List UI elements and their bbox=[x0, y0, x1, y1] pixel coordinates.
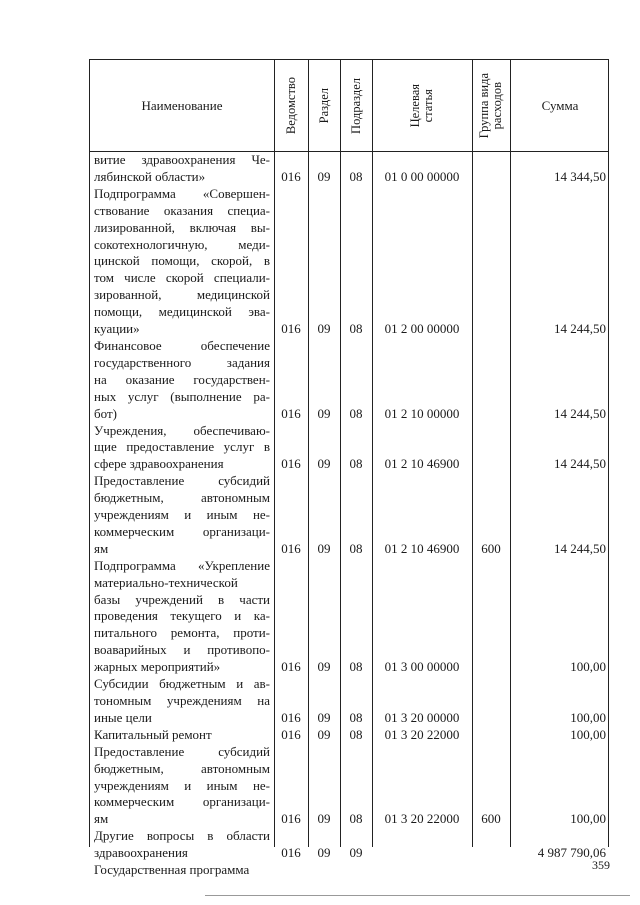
row-summa: 100,00 bbox=[570, 811, 606, 827]
row-podrazdel: 08 bbox=[349, 405, 363, 421]
row-vedomstvo: 016 bbox=[281, 726, 301, 742]
row-podrazdel: 08 bbox=[349, 709, 363, 725]
row-name-line: бот) bbox=[94, 405, 117, 421]
row-name-line: сокотехнологичную, меди- bbox=[94, 236, 270, 252]
row-razdel: 09 bbox=[317, 321, 331, 337]
row-name-line: учреждениям и иным не- bbox=[94, 507, 270, 523]
row-name-line: жарных мероприятий» bbox=[94, 659, 221, 675]
row-razdel: 09 bbox=[317, 709, 331, 725]
row-name-line: учреждениям и иным не- bbox=[94, 777, 270, 793]
table-row bbox=[90, 828, 610, 862]
table-row bbox=[90, 862, 610, 879]
row-name-line: Предоставление субсидий bbox=[94, 743, 270, 759]
row-summa: 100,00 bbox=[570, 709, 606, 725]
row-name bbox=[94, 862, 270, 879]
row-celevaya-statya: 01 3 00 00000 bbox=[384, 659, 460, 675]
row-name-line: том числе скорой специали- bbox=[94, 270, 270, 286]
row-name-line: щие предоставление услуг в bbox=[94, 439, 270, 455]
row-razdel: 09 bbox=[317, 726, 331, 742]
row-name bbox=[94, 473, 270, 558]
row-celevaya-statya: 01 3 20 00000 bbox=[384, 709, 460, 725]
row-name-line: витие здравоохранения Че- bbox=[94, 152, 270, 167]
row-name-line: Государственная программа bbox=[94, 862, 250, 878]
row-vedomstvo: 016 bbox=[281, 405, 301, 421]
row-name-line: коммерческим организаци- bbox=[94, 794, 270, 810]
table-row bbox=[90, 186, 610, 338]
table-row bbox=[90, 727, 610, 744]
row-celevaya-statya: 01 2 10 46900 bbox=[384, 456, 460, 472]
row-name-line: лизированной, включая вы- bbox=[94, 219, 270, 235]
row-gruppa: 600 bbox=[481, 540, 501, 556]
row-celevaya-statya: 01 3 20 22000 bbox=[384, 811, 460, 827]
row-celevaya-statya: 01 2 10 00000 bbox=[384, 405, 460, 421]
row-name bbox=[94, 744, 270, 829]
row-name-line: цинской помощи, скорой, в bbox=[94, 253, 270, 269]
row-podrazdel: 08 bbox=[349, 321, 363, 337]
row-name bbox=[94, 186, 270, 338]
table-row bbox=[90, 152, 610, 186]
row-name-line: на оказание государствен- bbox=[94, 371, 270, 387]
row-name bbox=[94, 727, 270, 744]
row-name-line: государственного задания bbox=[94, 354, 270, 370]
row-name-line: тономным учреждениям на bbox=[94, 693, 270, 708]
header-razdel: Раздел bbox=[316, 87, 331, 124]
row-vedomstvo: 016 bbox=[281, 659, 301, 675]
row-vedomstvo: 016 bbox=[281, 811, 301, 827]
row-name-line: базы учреждений в части bbox=[94, 591, 270, 607]
row-name-line: Финансовое обеспечение bbox=[94, 337, 270, 353]
header-name: Наименование bbox=[141, 97, 223, 113]
row-name-line: куации» bbox=[94, 321, 140, 337]
row-summa: 100,00 bbox=[570, 659, 606, 675]
row-name-line: ствование оказания специа- bbox=[94, 202, 270, 218]
table-row bbox=[90, 473, 610, 558]
row-razdel: 09 bbox=[317, 845, 331, 861]
row-razdel: 09 bbox=[317, 540, 331, 556]
row-summa: 4 987 790,06 bbox=[537, 845, 606, 861]
row-name-line: сфере здравоохранения bbox=[94, 456, 224, 472]
row-podrazdel: 08 bbox=[349, 168, 363, 184]
row-name bbox=[94, 558, 270, 676]
row-podrazdel: 08 bbox=[349, 726, 363, 742]
row-name-line: коммерческим организаци- bbox=[94, 523, 270, 539]
row-name-line: Подпрограмма «Совершен- bbox=[94, 185, 270, 201]
row-name-line: Учреждения, обеспечиваю- bbox=[94, 422, 270, 438]
row-name-line: зированной, медицинской bbox=[94, 287, 270, 303]
row-summa: 14 244,50 bbox=[554, 456, 606, 472]
row-celevaya-statya: 01 0 00 00000 bbox=[384, 168, 460, 184]
row-name-line: Предоставление субсидий bbox=[94, 473, 270, 489]
row-name-line: ям bbox=[94, 540, 109, 556]
table-row bbox=[90, 676, 610, 727]
row-razdel: 09 bbox=[317, 405, 331, 421]
row-summa: 14 244,50 bbox=[554, 321, 606, 337]
row-name bbox=[94, 423, 270, 474]
row-summa: 14 344,50 bbox=[554, 168, 606, 184]
row-name bbox=[94, 828, 270, 862]
row-name bbox=[94, 338, 270, 423]
header-celevaya-statya: Целевая статья bbox=[408, 83, 435, 128]
row-razdel: 09 bbox=[317, 456, 331, 472]
row-name-line: лябинской области» bbox=[94, 168, 206, 184]
row-name-line: воаварийных и противопо- bbox=[94, 642, 270, 658]
row-name-line: Субсидии бюджетным и ав- bbox=[94, 676, 270, 692]
row-vedomstvo: 016 bbox=[281, 168, 301, 184]
row-name-line: ных услуг (выполнение ра- bbox=[94, 388, 270, 404]
row-vedomstvo: 016 bbox=[281, 709, 301, 725]
table-body bbox=[90, 152, 610, 879]
row-celevaya-statya: 01 2 10 46900 bbox=[384, 540, 460, 556]
row-name-line: помощи, медицинской эва- bbox=[94, 304, 270, 320]
row-name-line: проведения текущего и ка- bbox=[94, 608, 270, 624]
header-vedomstvo: Ведомство bbox=[283, 76, 298, 135]
row-name bbox=[94, 676, 270, 727]
row-name-line: бюджетным, автономным bbox=[94, 760, 270, 776]
row-podrazdel: 09 bbox=[349, 845, 363, 861]
row-razdel: 09 bbox=[317, 811, 331, 827]
row-summa: 14 244,50 bbox=[554, 540, 606, 556]
page-number: 359 bbox=[592, 858, 610, 872]
row-name-line: бюджетным, автономным bbox=[94, 490, 270, 506]
table-row bbox=[90, 338, 610, 423]
row-name bbox=[94, 152, 270, 186]
row-name-line: питального ремонта, проти- bbox=[94, 625, 270, 641]
row-summa: 100,00 bbox=[570, 726, 606, 742]
row-podrazdel: 08 bbox=[349, 456, 363, 472]
row-name-line: здравоохранения bbox=[94, 845, 188, 861]
row-podrazdel: 08 bbox=[349, 659, 363, 675]
row-name-line: ям bbox=[94, 811, 109, 827]
row-razdel: 09 bbox=[317, 659, 331, 675]
row-podrazdel: 08 bbox=[349, 811, 363, 827]
row-name-line: иные цели bbox=[94, 709, 152, 725]
row-celevaya-statya: 01 3 20 22000 bbox=[384, 726, 460, 742]
row-celevaya-statya: 01 2 00 00000 bbox=[384, 321, 460, 337]
row-gruppa: 600 bbox=[481, 811, 501, 827]
row-summa: 14 244,50 bbox=[554, 405, 606, 421]
row-vedomstvo: 016 bbox=[281, 845, 301, 861]
row-vedomstvo: 016 bbox=[281, 540, 301, 556]
row-razdel: 09 bbox=[317, 168, 331, 184]
header-summa: Сумма bbox=[541, 97, 579, 113]
row-name-line: материально-технической bbox=[94, 574, 238, 590]
row-name-line: Другие вопросы в области bbox=[94, 828, 270, 844]
bottom-rule bbox=[205, 895, 630, 896]
row-podrazdel: 08 bbox=[349, 540, 363, 556]
row-name-line: Капитальный ремонт bbox=[94, 726, 212, 742]
row-vedomstvo: 016 bbox=[281, 321, 301, 337]
row-name-line: Подпрограмма «Укрепление bbox=[94, 557, 270, 573]
table-row bbox=[90, 558, 610, 676]
header-gruppa-vida-rashodov: Группа вида расходов bbox=[477, 72, 504, 139]
table-row bbox=[90, 744, 610, 829]
header-podrazdel: Подраздел bbox=[348, 77, 363, 134]
row-vedomstvo: 016 bbox=[281, 456, 301, 472]
table-row bbox=[90, 423, 610, 474]
